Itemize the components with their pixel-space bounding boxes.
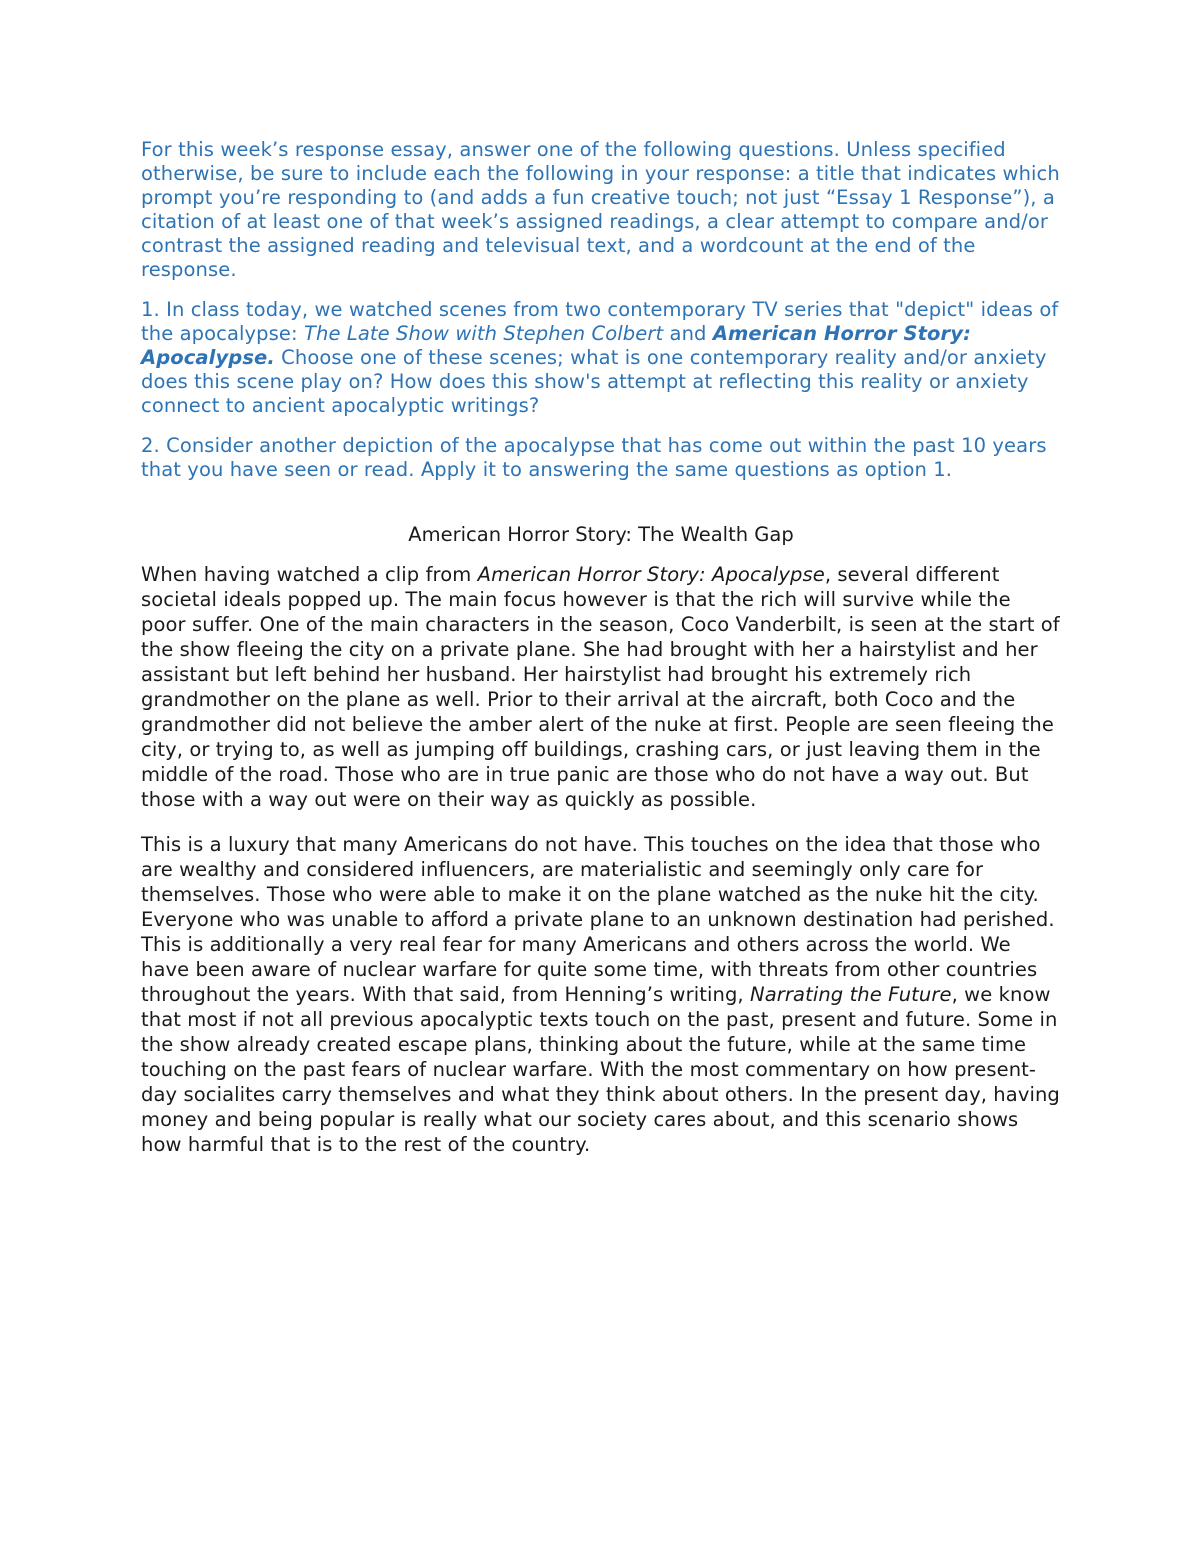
option-1-text-b: and bbox=[663, 322, 713, 345]
prompt-intro bbox=[141, 138, 1061, 282]
option-1-text-c: Choose one of these scenes; what is one contemporary reality and/or anxiety does this scene play on? How does this show's attempt at reflecting this reality or anxiety connect to ancient apocalyptic writings? bbox=[141, 346, 1047, 417]
prompt-option-2 bbox=[141, 434, 1061, 482]
para-2-text-b: , we know that most if not all previous apocalyptic texts touch on the past, present and future. Some in the show already created escape plans, thinking about the future, while at the same time touching on the past fears of nuclear warfare. With the most commentary on how present-day socialites carry themselves and what they think about others. In the present day, having money and being popular is really what our society cares about, and this scenario shows how harmful that is to the rest of the country. bbox=[141, 983, 1060, 1156]
option-1-show-late-show: The Late Show with Stephen Colbert bbox=[304, 322, 664, 345]
essay-paragraph-1 bbox=[141, 562, 1061, 812]
essay-paragraph-2 bbox=[141, 832, 1061, 1157]
para-1-text-b: , several different societal ideals popped up. The main focus however is that the rich will survive while the poor suffer. One of the main characters in the season, Coco Vanderbilt, is seen at the start of the show fleeing the city on a private plane. She had brought with her a hairstylist and her assistant but left behind her husband. Her hairstylist had brought his extremely rich grandmother on the plane as well. Prior to their arrival at the aircraft, both Coco and the grandmother did not believe the amber alert of the nuke at first. People are seen fleeing the city, or trying to, as well as jumping off buildings, crashing cars, or just leaving them in the middle of the road. Those who are in true panic are those who do not have a way out. But those with a way out were on their way as quickly as possible. bbox=[141, 563, 1060, 811]
prompt-intro-text: For this week’s response essay, answer one of the following questions. Unless specified otherwise, be sure to include each the following in your response: a title that indicates which prompt you’re responding to (and adds a fun creative touch; not just “Essay 1 Response”), a citation of at least one of that week’s assigned readings, a clear attempt to compare and/or contrast the assigned reading and televisual text, and a wordcount at the end of the response. bbox=[141, 138, 1060, 281]
para-1-show-title: American Horror Story: Apocalypse bbox=[477, 563, 825, 586]
essay-title: American Horror Story: The Wealth Gap bbox=[408, 523, 794, 546]
prompt-option-1 bbox=[141, 298, 1061, 418]
option-2-text: 2. Consider another depiction of the apocalypse that has come out within the past 10 years that you have seen or read. Apply it to answering the same questions as option 1. bbox=[141, 434, 1047, 481]
para-2-work-title: Narrating the Future bbox=[750, 983, 952, 1006]
document-page bbox=[141, 138, 1061, 1177]
option-1-text-a: 1. In class today, we watched scenes from two contemporary TV series that "depict" ideas of the apocalypse: bbox=[141, 298, 1059, 345]
para-2-text-a: This is a luxury that many Americans do not have. This touches on the idea that those who are wealthy and considered influencers, are materialistic and seemingly only care for themselves. Those who were able to make it on the plane watched as the nuke hit the city. Everyone who was unable to afford a private plane to an unknown destination had perished. This is additionally a very real fear for many Americans and others across the world. We have been aware of nuclear warfare for quite some time, with threats from other countries throughout the years. With that said, from Henning’s writing, bbox=[141, 833, 1055, 1006]
para-1-text-a: When having watched a clip from bbox=[141, 563, 478, 586]
option-1-show-ahs: American Horror Story: Apocalypse. bbox=[141, 322, 971, 369]
